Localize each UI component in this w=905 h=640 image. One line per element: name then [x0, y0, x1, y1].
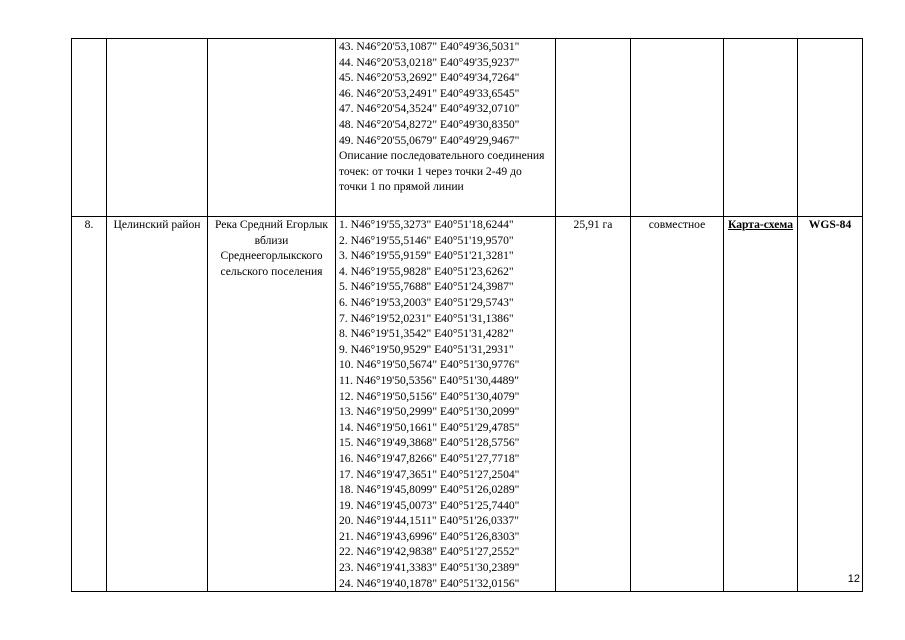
coordinate-point: 2. N46°19'55,5146" E40°51'19,9570" — [339, 233, 514, 247]
coordinate-point: 9. N46°19'50,9529" E40°51'31,2931" — [339, 342, 514, 356]
coord-system-cell — [798, 39, 863, 217]
place-cell — [208, 39, 336, 217]
coordinate-point: 4. N46°19'55,9828" E40°51'23,6262" — [339, 264, 514, 278]
coord-system-cell — [798, 217, 863, 592]
map-scheme-link[interactable]: Карта-схема — [727, 218, 794, 231]
coordinate-point: 12. N46°19'50,5156" E40°51'30,4079" — [339, 389, 520, 403]
map-cell — [724, 217, 798, 592]
place-cell: Река Средний Егорлык вблизи Среднеегорлыкского сельского поселения — [208, 217, 336, 592]
coordinate-point: 18. N46°19'45,8099" E40°51'26,0289" — [339, 483, 520, 497]
coordinate-point: 19. N46°19'45,0073" E40°51'25,7440" — [339, 498, 520, 512]
row-number-cell — [72, 39, 107, 217]
coordinate-point: 44. N46°20'53,0218" E40°49'35,9237" — [339, 55, 520, 69]
coordinate-point: 5. N46°19'55,7688" E40°51'24,3987" — [339, 280, 514, 294]
district-cell — [107, 39, 208, 217]
coordinate-point: 10. N46°19'50,5674" E40°51'30,9776" — [339, 358, 520, 372]
connection-description: Описание последовательного соединения точек: от точки 1 через точки 2-49 до точки 1 по прямой линии — [339, 149, 545, 194]
table-row-8 — [72, 217, 863, 592]
coordinate-points-list — [339, 217, 552, 591]
coordinate-point: 46. N46°20'53,2491" E40°49'33,6545" — [339, 86, 520, 100]
coordinate-point: 13. N46°19'50,2999" E40°51'30,2099" — [339, 405, 520, 419]
coordinate-point: 43. N46°20'53,1087" E40°49'36,5031" — [339, 40, 520, 53]
district-cell: Целинский район — [107, 217, 208, 592]
coordinate-point: 20. N46°19'44,1511" E40°51'26,0337" — [339, 514, 519, 528]
coordinate-point: 17. N46°19'47,3651" E40°51'27,2504" — [339, 467, 520, 481]
row-number-cell: 8. — [72, 217, 107, 592]
coordinate-point: 23. N46°19'41,3383" E40°51'30,2389" — [339, 561, 520, 575]
coordinate-point: 14. N46°19'50,1661" E40°51'29,4785" — [339, 420, 520, 434]
coordinate-point: 7. N46°19'52,0231" E40°51'31,1386" — [339, 311, 514, 325]
coordinate-point: 3. N46°19'55,9159" E40°51'21,3281" — [339, 249, 514, 263]
coordinate-point: 48. N46°20'54,8272" E40°49'30,8350" — [339, 117, 520, 131]
coordinates-cell — [336, 39, 556, 217]
coordinate-point: 1. N46°19'55,3273" E40°51'18,6244" — [339, 218, 514, 231]
area-cell: 25,91 га — [556, 217, 631, 592]
table-row-continuation — [72, 39, 863, 217]
page-number: 12 — [847, 573, 860, 585]
coordinate-point: 21. N46°19'43,6996" E40°51'26,8303" — [339, 529, 520, 543]
coordinate-point: 24. N46°19'40,1878" E40°51'32,0156" — [339, 576, 520, 590]
coordinate-point: 45. N46°20'53,2692" E40°49'34,7264" — [339, 71, 520, 85]
coordinate-point: 15. N46°19'49,3868" E40°51'28,5756" — [339, 436, 520, 450]
coordinate-point: 22. N46°19'42,9838" E40°51'27,2552" — [339, 545, 520, 559]
map-cell — [724, 39, 798, 217]
ownership-cell — [631, 39, 724, 217]
coordinate-point: 11. N46°19'50,5356" E40°51'30,4489" — [339, 373, 519, 387]
coordinates-cell — [336, 217, 556, 592]
coordinate-point: 16. N46°19'47,8266" E40°51'27,7718" — [339, 451, 520, 465]
coordinate-point: 8. N46°19'51,3542" E40°51'31,4282" — [339, 327, 514, 341]
area-cell — [556, 39, 631, 217]
coordinate-point: 6. N46°19'53,2003" E40°51'29,5743" — [339, 295, 514, 309]
coordinates-table — [71, 38, 863, 592]
ownership-cell: совместное — [631, 217, 724, 592]
coordinate-point: 47. N46°20'54,3524" E40°49'32,0710" — [339, 102, 520, 116]
coordinate-points-list — [339, 39, 552, 148]
coord-system-label: WGS-84 — [808, 218, 852, 231]
coordinate-point: 49. N46°20'55,0679" E40°49'29,9467" — [339, 133, 520, 147]
